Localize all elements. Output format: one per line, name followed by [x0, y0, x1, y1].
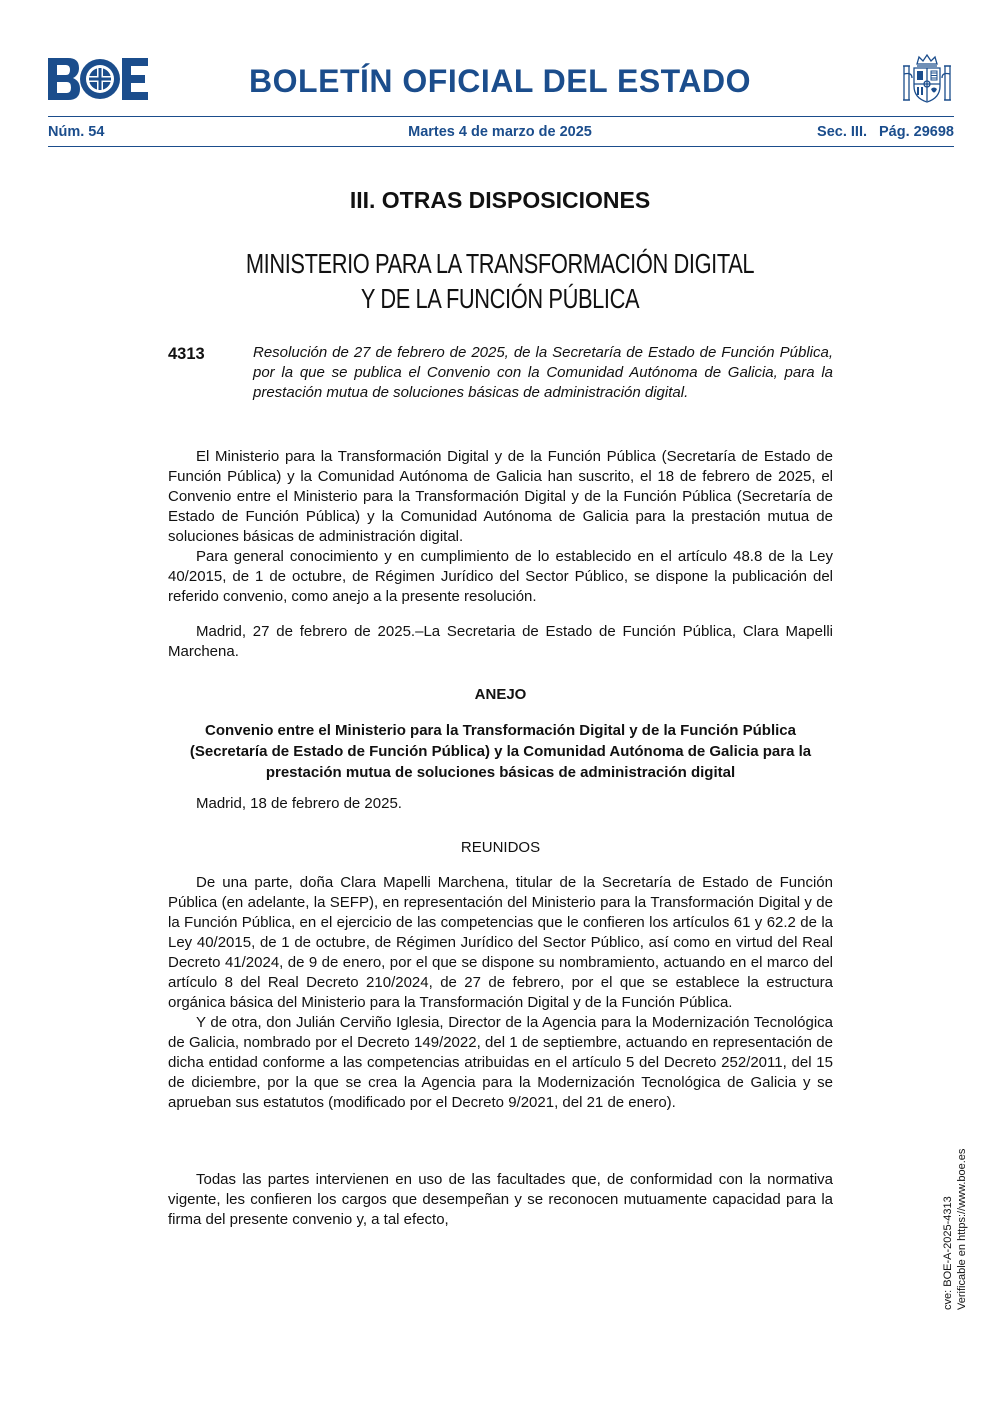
- ministry-heading: [110, 246, 890, 316]
- header-title: BOLETÍN OFICIAL DEL ESTADO: [249, 63, 751, 99]
- anejo-title: Convenio entre el Ministerio para la Transformación Digital y de la Función Pública (Secretaría de Estado de Función Pública) y la Comunidad Autónoma de Galicia para la prestación mutua de soluciones básicas de administración digital: [189, 722, 812, 781]
- issue-number: Núm. 54: [48, 124, 105, 140]
- reunidos-paragraph: Y de otra, don Julián Cerviño Iglesia, Director de la Agencia para la Modernización Tecnológica de Galicia, nombrado por el Decreto 149/2022, del 1 de septiembre, actuando en representación de dicha entidad conforme a las competencias atribuidas en el artículo 5 del Decreto 252/2011, del 15 de diciembre, por la que se crea la Agencia para la Modernización Tecnológica de Galicia y se aprueban sus estatutos (modificado por el Decreto 9/2021, del 21 de enero).: [168, 1014, 833, 1111]
- anejo-place-date-block: [168, 794, 833, 814]
- anejo-label: ANEJO: [474, 686, 527, 703]
- ministry-line-1: MINISTERIO PARA LA TRANSFORMACIÓN DIGITAL: [245, 248, 755, 279]
- section-title: III. OTRAS DISPOSICIONES: [349, 187, 651, 213]
- reunidos-paragraph: De una parte, doña Clara Mapelli Marchena, titular de la Secretaría de Estado de Función Pública (en adelante, la SEFP), en representación del Ministerio para la Transformación Digital y de la Función Pública, en el ejercicio de las competencias que le confieren los artículos 61 y 62.2 de la Ley 40/2015, de 1 de octubre, de Régimen Jurídico del Sector Público, así como en virtud del Real Decreto 41/2024, de 9 de enero, por el que se dispone su nombramiento, actuando en el marco del artículo 8 del Real Decreto 210/2024, de 27 de febrero, por el que se establece la estructura orgánica básica del Ministerio para la Transformación Digital y de la Función Pública.: [168, 874, 833, 1011]
- disposition-number: 4313: [168, 345, 205, 363]
- issue-date: Martes 4 de marzo de 2025: [408, 124, 592, 140]
- signature-block: [168, 622, 833, 662]
- page-number: Pág. 29698: [879, 124, 954, 140]
- intro-paragraph: El Ministerio para la Transformación Digital y de la Función Pública (Secretaría de Estado de Función Pública) y la Comunidad Autónoma de Galicia han suscrito, el 18 de febrero de 2025, el Convenio entre el Ministerio para la Transformación Digital y de la Función Pública (Secretaría de Estado de Función Pública) y la Comunidad Autónoma de Galicia para la prestación mutua de soluciones básicas de administración digital.: [168, 448, 833, 545]
- ministry-line-2: Y DE LA FUNCIÓN PÚBLICA: [360, 283, 640, 314]
- anejo-place-date: Madrid, 18 de febrero de 2025.: [196, 795, 402, 812]
- closing-paragraph: Todas las partes intervienen en uso de las facultades que, de conformidad con la normativa vigente, les confieren los cargos que desempeñan y se reconocen mutuamente capacidad para la firma del presente convenio y, a tal efecto,: [168, 1171, 833, 1228]
- section-label: Sec. III.: [817, 124, 868, 140]
- intro-paragraph: Para general conocimiento y en cumplimiento de lo establecido en el artículo 48.8 de la Ley 40/2015, de 1 de octubre, de Régimen Jurídico del Sector Público, se dispone la publicación del referido convenio, como anejo a la presente resolución.: [168, 548, 833, 605]
- reunidos-text: [168, 873, 833, 1113]
- boe-logo: [48, 58, 148, 100]
- reunidos-heading: REUNIDOS: [460, 839, 541, 856]
- intro-text: [168, 447, 833, 607]
- header-rule-top: [48, 116, 954, 117]
- coat-of-arms-icon: [900, 52, 954, 106]
- section-page: [817, 124, 954, 140]
- verification-url[interactable]: Verificable en https://www.boe.es: [956, 1148, 968, 1310]
- verification-margin: [941, 1138, 979, 1310]
- header-rule-bottom: [48, 146, 954, 147]
- disposition-summary: Resolución de 27 de febrero de 2025, de la Secretaría de Estado de Función Pública, por la que se publica el Convenio con la Comunidad Autónoma de Galicia, para la prestación mutua de soluciones básicas de administración digital.: [253, 344, 833, 401]
- signature-text: Madrid, 27 de febrero de 2025.–La Secretaria de Estado de Función Pública, Clara Mapelli Marchena.: [168, 623, 833, 660]
- cve-code: cve: BOE-A-2025-4313: [942, 1196, 954, 1310]
- closing-block: [168, 1170, 833, 1230]
